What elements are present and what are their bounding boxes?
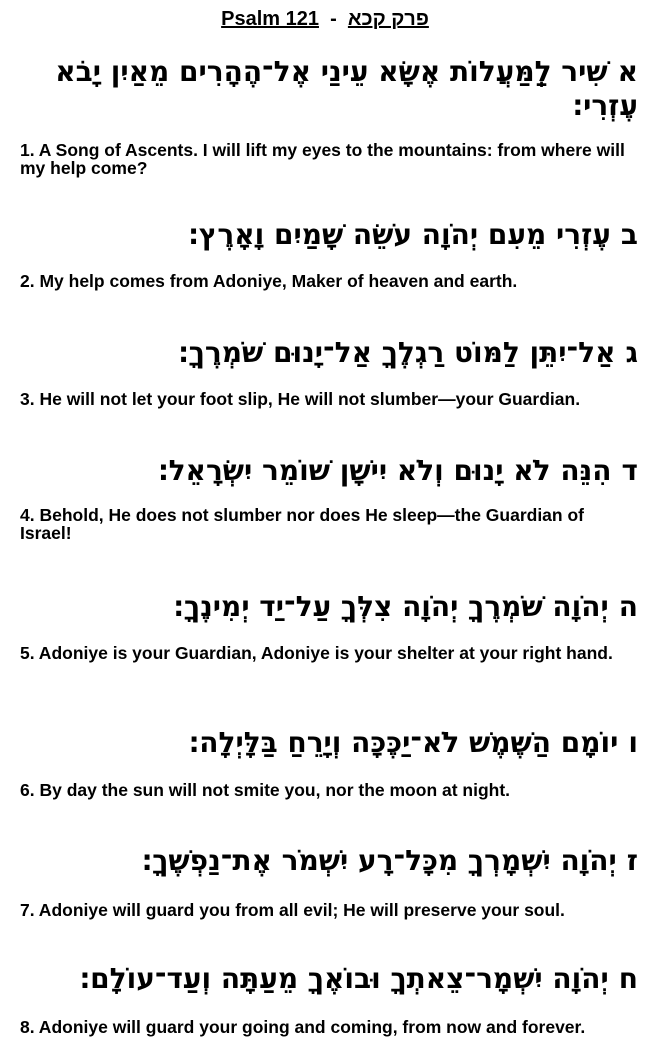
page-title	[0, 8, 650, 31]
hebrew-verse-text: עֶזְרִי מֵעִם יְהֹוָה עֹשֵׂה שָׁמַיִם וָאָרֶץ׃	[188, 218, 611, 251]
hebrew-verse-text: הִנֵּה לֹא יָנוּם וְלֹא יִישָׁן שׁוֹמֵר יִשְׂרָאֵל׃	[158, 454, 612, 487]
english-verse: 7. Adoniye will guard you from all evil; He will preserve your soul.	[20, 900, 565, 920]
verse-5	[20, 590, 638, 662]
verse-3	[20, 336, 638, 408]
english-verse: 3. He will not let your foot slip, He will not slumber—your Guardian.	[20, 389, 581, 409]
verse-1	[20, 55, 638, 177]
hebrew-verse-number: ח	[618, 962, 638, 995]
hebrew-verse-number: ב	[620, 218, 638, 251]
hebrew-verse-text: יְהֹוָה יִשְׁמָרְךָ מִכָּל־רָע יִשְׁמֹר אֶת־נַפְשֶׁךָ׃	[141, 844, 617, 877]
hebrew-verse-number: ז	[626, 844, 638, 877]
english-verse: 2. My help comes from Adoniye, Maker of heaven and earth.	[20, 271, 518, 291]
hebrew-verse	[20, 218, 638, 252]
hebrew-verse	[20, 962, 638, 996]
english-verse: 4. Behold, He does not slumber nor does He sleep—the Guardian of Israel!	[20, 505, 584, 543]
hebrew-verse	[20, 336, 638, 370]
hebrew-verse-text: אַל־יִתֵּן לַמּוֹט רַגְלֶךָ אַל־יָנוּם שֹׁמְרֶךָ׃	[178, 336, 616, 369]
hebrew-chapter-title: פרק קכא	[347, 8, 429, 30]
hebrew-verse-number: ד	[621, 454, 638, 487]
verse-2	[20, 218, 638, 290]
verse-4	[20, 454, 638, 542]
hebrew-verse	[20, 55, 638, 123]
verse-7	[20, 844, 638, 919]
english-verse: 6. By day the sun will not smite you, nor the moon at night.	[20, 780, 511, 800]
hebrew-verse-text: יְהֹוָה שֹׁמְרֶךָ יְהֹוָה צִלְּךָ עַל־יַד יְמִינֶךָ׃	[173, 590, 609, 623]
english-verse: 5. Adoniye is your Guardian, Adoniye is your shelter at your right hand.	[20, 643, 613, 663]
hebrew-verse-number: ה	[618, 590, 638, 623]
verse-8	[20, 962, 638, 1036]
english-verse: 8. Adoniye will guard your going and coming, from now and forever.	[20, 1017, 586, 1037]
hebrew-verse-text: יוֹמָם הַשֶּׁמֶשׁ לֹא־יַכֶּכָּה וְיָרֵחַ בַּלָּיְלָה׃	[188, 726, 619, 759]
hebrew-verse-number: ו	[628, 726, 638, 759]
english-verse: 1. A Song of Ascents. I will lift my eyes to the mountains: from where will my help come?	[20, 140, 625, 178]
title-separator: -	[330, 8, 337, 30]
hebrew-verse	[20, 590, 638, 624]
hebrew-verse	[20, 454, 638, 488]
hebrew-verse	[20, 726, 638, 760]
hebrew-verse	[20, 844, 638, 878]
hebrew-verse-text: שִׁיר לַֽמַּעֲלוֹת אֶשָּׂא עֵינַי אֶל־הֶהָרִים מֵאַיִן יָבֹא עֶזְרִי׃	[55, 55, 638, 122]
psalm-title: Psalm 121	[221, 8, 319, 30]
hebrew-verse-number: ג	[625, 336, 638, 369]
hebrew-verse-number: א	[617, 55, 638, 88]
hebrew-verse-text: יְהֹוָה יִשְׁמָר־צֵאתְךָ וּבוֹאֶךָ מֵעַתָּה וְעַד־עוֹלָם׃	[79, 962, 609, 995]
verse-6	[20, 726, 638, 799]
